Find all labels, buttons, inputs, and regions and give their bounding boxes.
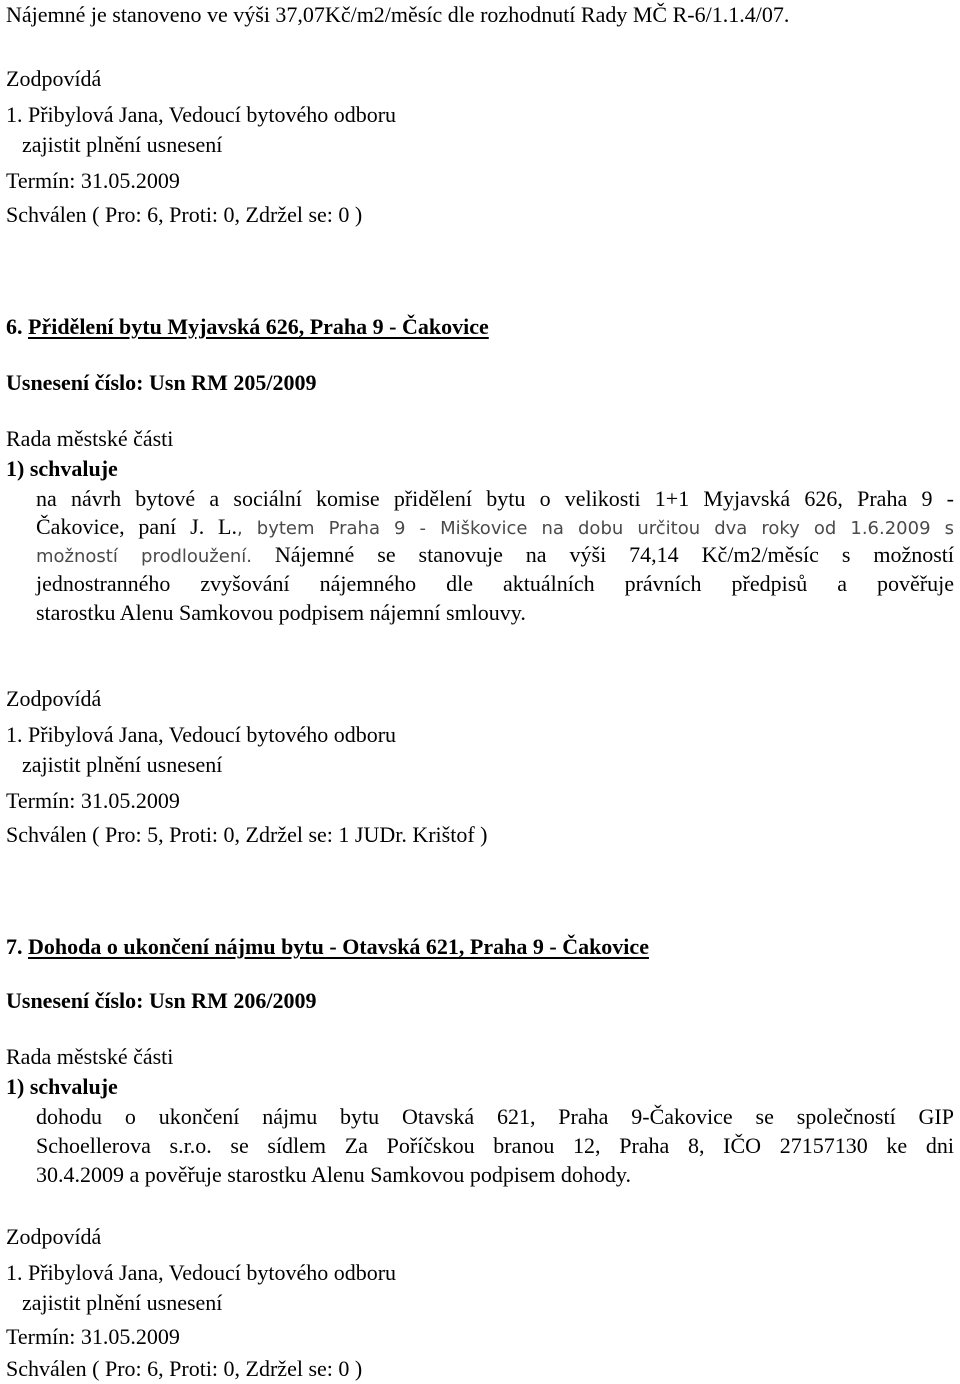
item6-text-line-2a: Čakovice, paní J. L. — [36, 514, 237, 539]
item7-text-line-2: Schoellerova s.r.o. se sídlem Za Poříčskou branou 12, Praha 8, IČO 27157130 ke dni — [36, 1133, 954, 1158]
item7-title: Dohoda o ukončení nájmu bytu - Otavská 621, Praha 9 - Čakovice — [28, 934, 649, 959]
item7-responsible-label: Zodpovídá — [6, 1224, 102, 1249]
item7-text-line-3: 30.4.2009 a pověřuje starostku Alenu Samkovou podpisem dohody. — [36, 1162, 631, 1187]
item6-number: 6. — [6, 314, 23, 339]
item7-number: 7. — [6, 934, 23, 959]
item7-text-line-1: dohodu o ukončení nájmu bytu Otavská 621, Praha 9-Čakovice se společností GIP — [36, 1104, 954, 1129]
item6-task: zajistit plnění usnesení — [22, 752, 223, 777]
item6-council: Rada městské části — [6, 426, 174, 451]
rent-note: Nájemné je stanoveno ve výši 37,07Kč/m2/měsíc dle rozhodnutí Rady MČ R-6/1.1.4/07. — [6, 2, 790, 27]
vote-result: Schválen ( Pro: 6, Proti: 0, Zdržel se: 0 ) — [6, 202, 363, 227]
item7-responsible-person: 1. Přibylová Jana, Vedoucí bytového odboru — [6, 1260, 397, 1285]
item7-heading — [6, 934, 649, 960]
responsible-person: 1. Přibylová Jana, Vedoucí bytového odboru — [6, 102, 397, 127]
item6-action: 1) schvaluje — [6, 456, 118, 481]
item6-text-line-3a: možností prodloužení. — [36, 546, 252, 567]
deadline: Termín: 31.05.2009 — [6, 168, 180, 193]
item6-text-line-1: na návrh bytové a sociální komise přidělení bytu o velikosti 1+1 Myjavská 626, Praha 9 - — [36, 486, 954, 511]
item6-title: Přidělení bytu Myjavská 626, Praha 9 - Čakovice — [28, 314, 489, 339]
item6-resolution: Usnesení číslo: Usn RM 205/2009 — [6, 370, 317, 395]
item6-vote-result: Schválen ( Pro: 5, Proti: 0, Zdržel se: 1 JUDr. Krištof ) — [6, 822, 488, 847]
task: zajistit plnění usnesení — [22, 132, 223, 157]
item6-text-line-2 — [36, 514, 954, 542]
item6-heading — [6, 314, 489, 340]
item7-vote-result: Schválen ( Pro: 6, Proti: 0, Zdržel se: 0 ) — [6, 1356, 363, 1381]
item6-responsible-person: 1. Přibylová Jana, Vedoucí bytového odboru — [6, 722, 397, 747]
item7-resolution: Usnesení číslo: Usn RM 206/2009 — [6, 988, 317, 1013]
item7-council: Rada městské části — [6, 1044, 174, 1069]
item6-text-line-3 — [36, 542, 954, 570]
item7-task: zajistit plnění usnesení — [22, 1290, 223, 1315]
item7-deadline: Termín: 31.05.2009 — [6, 1324, 180, 1349]
item6-responsible-label: Zodpovídá — [6, 686, 102, 711]
item6-text-line-2b: , bytem Praha 9 - Miškovice na dobu určitou dva roky od 1.6.2009 s — [236, 518, 954, 539]
item6-deadline: Termín: 31.05.2009 — [6, 788, 180, 813]
item6-text-line-4: jednostranného zvyšování nájemného dle aktuálních právních předpisů a pověřuje — [36, 571, 954, 596]
responsible-label: Zodpovídá — [6, 66, 102, 91]
item7-action: 1) schvaluje — [6, 1074, 118, 1099]
item6-text-line-3b: Nájemné se stanovuje na výši 74,14 Kč/m2/měsíc s možností — [251, 542, 954, 567]
item6-text-line-5: starostku Alenu Samkovou podpisem nájemní smlouvy. — [36, 600, 526, 625]
